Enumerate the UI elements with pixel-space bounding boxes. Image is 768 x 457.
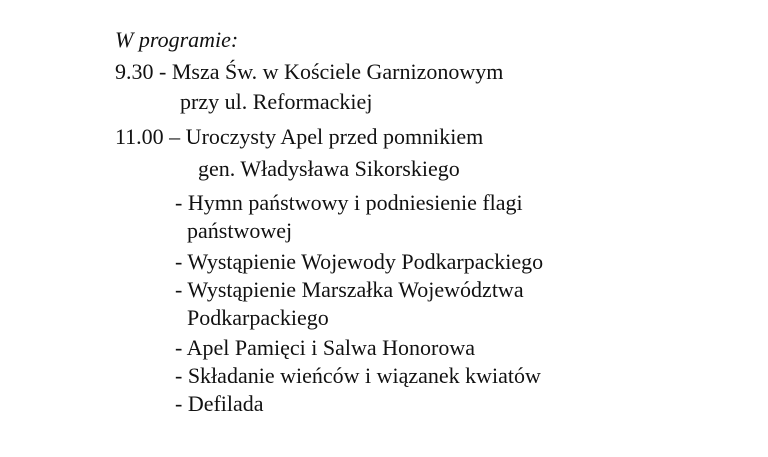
schedule-item-ceremony: 11.00 – Uroczysty Apel przed pomnikiem — [115, 124, 484, 149]
subitem-marshal-speech-continued: Podkarpackiego — [187, 305, 329, 330]
schedule-item-ceremony-monument: gen. Władysława Sikorskiego — [198, 156, 460, 181]
subitem-roll-call: - Apel Pamięci i Salwa Honorowa — [175, 335, 475, 360]
subitem-anthem: - Hymn państwowy i podniesienie flagi — [175, 190, 523, 215]
schedule-item-mass: 9.30 - Msza Św. w Kościele Garnizonowym — [115, 59, 504, 84]
subitem-voivode-speech: - Wystąpienie Wojewody Podkarpackiego — [175, 249, 544, 274]
subitem-parade: - Defilada — [175, 391, 264, 416]
subitem-marshal-speech: - Wystąpienie Marszałka Województwa — [175, 277, 524, 302]
schedule-item-mass-location: przy ul. Reformackiej — [180, 89, 373, 114]
program-heading: W programie: — [115, 27, 239, 52]
subitem-wreaths: - Składanie wieńców i wiązanek kwiatów — [175, 363, 541, 388]
subitem-anthem-continued: państwowej — [187, 218, 293, 243]
